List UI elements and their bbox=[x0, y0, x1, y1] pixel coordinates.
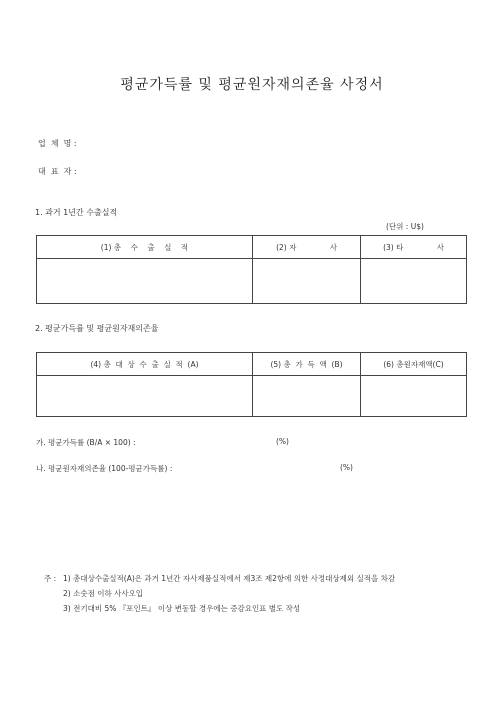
total-material-header: (6) 총원자재액(C) bbox=[361, 353, 467, 376]
note-item-1: 1) 총대상수출실적(A)은 과거 1년간 자사제품실적에서 제3조 제2항에 의한 사정대상제외 실적을 차감 bbox=[63, 574, 396, 583]
unit-label: (단위 : U$) bbox=[386, 222, 424, 231]
total-earned-cell[interactable] bbox=[253, 376, 361, 417]
own-company-cell[interactable] bbox=[253, 259, 361, 304]
total-earned-header: (5) 총 가 득 액 (B) bbox=[253, 353, 361, 376]
total-export-header: (1) 총 수 출 실 적 bbox=[37, 236, 253, 259]
representative-field: 대 표 자 : bbox=[38, 167, 77, 176]
target-export-cell[interactable] bbox=[37, 376, 253, 417]
total-material-cell[interactable] bbox=[361, 376, 467, 417]
note-item-2: 2) 소숫점 이하 사사오입 bbox=[63, 589, 144, 598]
avg-earning-rate-unit: (%) bbox=[276, 437, 289, 446]
target-export-header: (4) 총 대 상 수 출 실 적 (A) bbox=[37, 353, 253, 376]
total-export-cell[interactable] bbox=[37, 259, 253, 304]
avg-material-ratio-label: 나. 평균원자재의존율 (100-평균가득률) : bbox=[36, 464, 173, 473]
other-company-header: (3) 타 사 bbox=[361, 236, 467, 259]
section1-heading: 1. 과거 1년간 수출실적 bbox=[35, 208, 118, 217]
avg-earning-rate-label: 가. 평균가득률 (B/A × 100) : bbox=[36, 438, 136, 447]
export-record-table bbox=[36, 235, 467, 304]
own-company-header: (2) 자 사 bbox=[253, 236, 361, 259]
note-item-3: 3) 전기대비 5% 『포인트』 이상 변동할 경우에는 증감요인표 별도 작성 bbox=[63, 604, 301, 613]
document-title: 평균가득률 및 평균원자재의존율 사정서 bbox=[120, 77, 384, 93]
other-company-cell[interactable] bbox=[361, 259, 467, 304]
company-name-field: 업 체 명 : bbox=[38, 139, 77, 148]
avg-material-ratio-unit: (%) bbox=[340, 463, 353, 472]
section2-heading: 2. 평균가득률 및 평균원자재의존율 bbox=[35, 324, 159, 333]
notes-prefix: 주 : bbox=[44, 574, 57, 583]
ratio-table bbox=[36, 352, 467, 417]
